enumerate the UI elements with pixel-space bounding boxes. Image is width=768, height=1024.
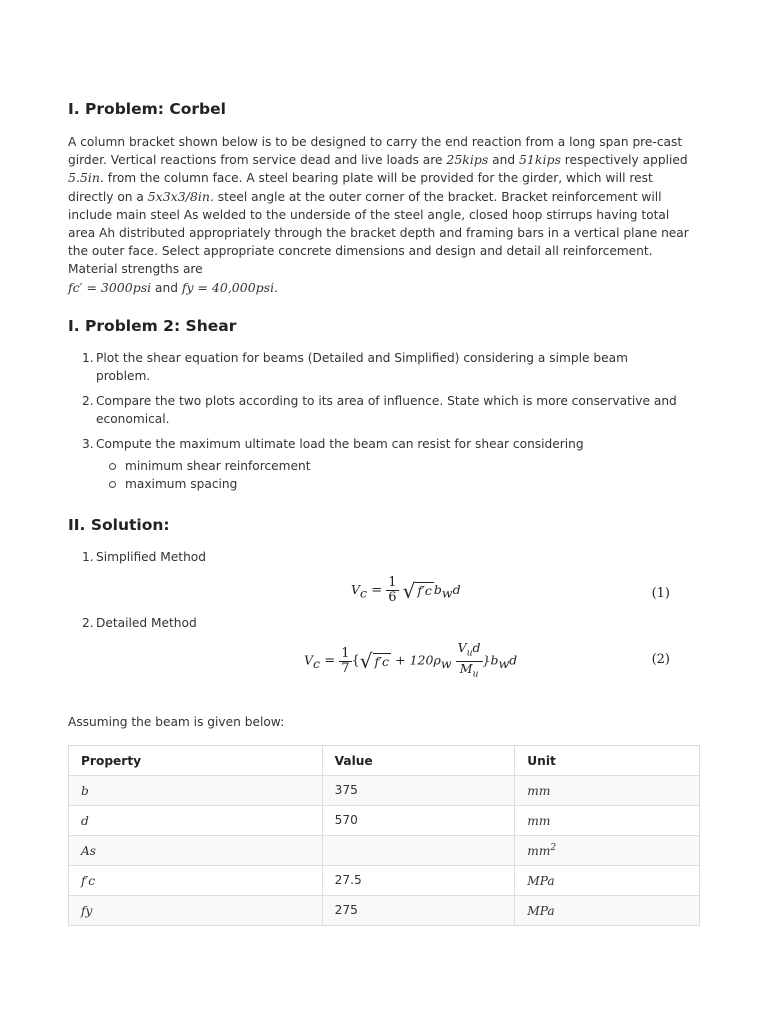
unit-text: MPa bbox=[527, 904, 555, 919]
beam-properties-table bbox=[68, 745, 700, 926]
unit-text: mm bbox=[527, 784, 551, 799]
fy-math: fy = 40,000psi. bbox=[181, 279, 279, 295]
solution-list-1 bbox=[82, 548, 682, 566]
dead-load-math: 25kips bbox=[446, 152, 489, 168]
eq2-frac2-top-end: d bbox=[472, 640, 481, 655]
cell-property: d bbox=[69, 806, 323, 836]
equation-1 bbox=[351, 576, 461, 605]
cell-value bbox=[322, 836, 515, 866]
live-load-math: 51kips bbox=[518, 152, 561, 168]
eq2-lhs-sub: c bbox=[313, 656, 321, 672]
list-text: Plot the shear equation for beams (Detailed and Simplified) considering a simple beam problem. bbox=[96, 351, 628, 383]
eq2-equals: = bbox=[324, 653, 336, 669]
cell-property: f′c bbox=[69, 866, 323, 896]
shear-heading: I. Problem 2: Shear bbox=[68, 317, 237, 335]
equation-2-number: (2) bbox=[651, 652, 670, 667]
table-row bbox=[69, 896, 700, 926]
equation-2 bbox=[304, 641, 517, 681]
eq2-sqrt-content: f′c bbox=[374, 653, 390, 669]
eq2-plus-term: + 120ρ bbox=[395, 652, 441, 668]
sub-list-item: maximum spacing bbox=[96, 475, 682, 493]
corbel-text-5: from the column face. A steel bearing plate will be provided for the girder, which will rest directly on a bbox=[68, 171, 653, 204]
eq2-fraction-2 bbox=[456, 641, 483, 681]
table-row bbox=[69, 866, 700, 896]
table-row bbox=[69, 836, 700, 866]
list-text: Detailed Method bbox=[96, 616, 197, 630]
unit-text: MPa bbox=[527, 874, 555, 889]
solution-list-2 bbox=[82, 614, 682, 632]
eq1-tail-sub: w bbox=[441, 585, 453, 601]
cell-unit bbox=[515, 806, 700, 836]
table-header-value: Value bbox=[322, 746, 515, 776]
corbel-text-6: steel angle at the outer corner of the bracket. Bracket reinforcement will include main steel As welded to the underside of the steel angle, closed hoop stirrups having total area Ah distributed appropriately through the bracket depth and framing bars in a vertical plane near the outer face. Select appropriate concrete dimensions and design and detail all reinforcement. Material strengths are bbox=[68, 189, 689, 277]
list-number: 3. bbox=[82, 437, 94, 451]
list-number: 2. bbox=[82, 394, 94, 408]
eq2-lhs: V bbox=[304, 652, 314, 668]
eq1-lhs-sub: c bbox=[360, 585, 368, 601]
eq2-plus-sub: w bbox=[440, 656, 452, 672]
cell-unit bbox=[515, 836, 700, 866]
eq2-frac2-top-var: V bbox=[457, 640, 467, 655]
eq1-frac-top: 1 bbox=[388, 575, 397, 590]
equation-1-number: (1) bbox=[651, 586, 670, 601]
unit-text: mm bbox=[527, 814, 551, 829]
list-item bbox=[82, 435, 682, 493]
table-row bbox=[69, 806, 700, 836]
cell-property: b bbox=[69, 776, 323, 806]
cell-value: 275 bbox=[322, 896, 515, 926]
list-item bbox=[82, 614, 682, 632]
eq1-equals: = bbox=[371, 583, 383, 598]
corbel-text-3: and bbox=[492, 153, 516, 168]
eq2-frac2-top-sub: u bbox=[466, 648, 473, 659]
eq2-frac-top: 1 bbox=[341, 645, 350, 661]
unit-text: mm bbox=[527, 844, 551, 859]
eq1-tail: b bbox=[433, 582, 442, 597]
eq2-frac2-bot-var: M bbox=[459, 660, 473, 676]
list-text: Compare the two plots according to its area of influence. State which is more conservative and economical. bbox=[96, 394, 677, 426]
sub-list bbox=[96, 457, 682, 493]
list-text: Simplified Method bbox=[96, 550, 206, 564]
corbel-text-1: A column bracket shown below is to be designed to carry the end reaction from a long span pre-cast girder. bbox=[68, 135, 683, 168]
corbel-heading: I. Problem: Corbel bbox=[68, 100, 226, 118]
cell-unit bbox=[515, 896, 700, 926]
list-item bbox=[82, 548, 682, 566]
corbel-text-4: respectively applied bbox=[564, 153, 688, 168]
corbel-text-7: and bbox=[155, 280, 178, 295]
list-number: 2. bbox=[82, 616, 94, 630]
table-header-property: Property bbox=[69, 746, 323, 776]
cell-value: 570 bbox=[322, 806, 515, 836]
eq2-frac2-bot-sub: u bbox=[472, 669, 479, 679]
table-header-row bbox=[69, 746, 700, 776]
eq2-close: }b bbox=[482, 652, 499, 668]
eq2-fraction bbox=[339, 647, 351, 676]
eq1-fraction bbox=[386, 576, 398, 605]
corbel-paragraph bbox=[68, 133, 700, 297]
assumption-text: Assuming the beam is given below: bbox=[68, 715, 285, 729]
unit-sup: 2 bbox=[550, 842, 557, 853]
cell-unit bbox=[515, 866, 700, 896]
eq2-close-sub: w bbox=[498, 656, 510, 672]
table-header-unit: Unit bbox=[515, 746, 700, 776]
corbel-text-2: Vertical reactions from service dead and live loads are bbox=[110, 153, 443, 168]
cell-value: 27.5 bbox=[322, 866, 515, 896]
sub-list-item: minimum shear reinforcement bbox=[96, 457, 682, 475]
eq2-frac-bottom: 7 bbox=[341, 660, 350, 676]
list-number: 1. bbox=[82, 351, 94, 365]
fc-math: fc′ = 3000psi bbox=[68, 279, 152, 295]
eq1-tail-end: d bbox=[452, 582, 461, 597]
list-item bbox=[82, 349, 682, 385]
eq1-frac-bottom: 6 bbox=[388, 590, 397, 605]
distance-math: 5.5in. bbox=[68, 170, 104, 186]
eq2-frac2-top bbox=[456, 641, 483, 662]
angle-math: 5x3x3/8in. bbox=[147, 188, 214, 204]
eq1-sqrt-content: f′c bbox=[417, 583, 432, 598]
cell-property: As bbox=[69, 836, 323, 866]
eq1-lhs: V bbox=[351, 582, 361, 597]
cell-unit bbox=[515, 776, 700, 806]
eq2-open-brace: { bbox=[351, 653, 360, 669]
eq1-sqrt: √ f′c bbox=[402, 578, 432, 603]
eq2-frac2-bottom bbox=[456, 662, 483, 682]
cell-value: 375 bbox=[322, 776, 515, 806]
shear-list bbox=[82, 349, 682, 493]
list-text: Compute the maximum ultimate load the beam can resist for shear considering bbox=[96, 437, 584, 451]
list-item bbox=[82, 392, 682, 428]
table-row bbox=[69, 776, 700, 806]
list-number: 1. bbox=[82, 550, 94, 564]
solution-heading: II. Solution: bbox=[68, 516, 170, 534]
eq2-sqrt: √ f′c bbox=[359, 649, 390, 673]
cell-property: fy bbox=[69, 896, 323, 926]
eq2-close-end: d bbox=[509, 652, 518, 668]
